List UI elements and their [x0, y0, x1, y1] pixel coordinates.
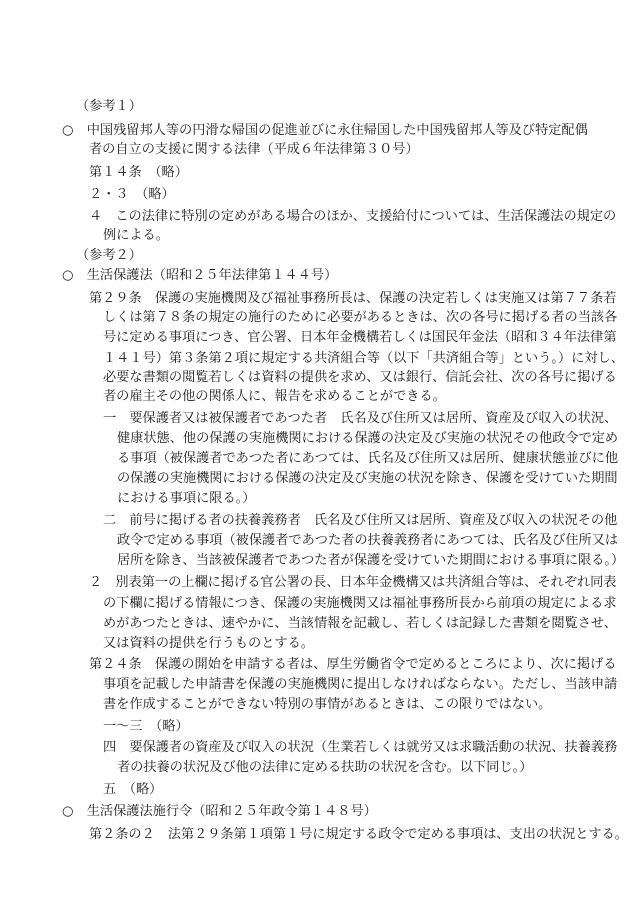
article-29-para-2-line-3: めがあつたときは、速やかに、当該情報を記載し、若しくは記録した書類を閲覧させ、: [103, 616, 617, 631]
reference-1-heading: （参考１）: [76, 99, 142, 114]
item-1-line-3: る事項（被保護者であつた者にあつては、氏名及び住所又は居所、健康状態並びに他: [117, 451, 619, 466]
article-24-line-1: 第２４条 保護の開始を申請する者は、厚生労働省令で定めるところにより、次に掲げる: [89, 657, 617, 672]
item-1-line-4: の保護の実施機関における保護の決定及び実施の状況を除き、保護を受けていた期間: [117, 471, 618, 486]
article-29-line-1: 第２９条 保護の実施機関及び福祉事務所長は、保護の決定若しくは実施又は第７７条若: [89, 291, 617, 306]
reference-2-heading: （参考２）: [76, 248, 142, 263]
law-title-line-1: ○ 中国残留邦人等の円滑な帰国の促進並びに永住帰国した中国残留邦人等及び特定配偶: [62, 123, 588, 138]
article-14: 第１４条 （略）: [89, 165, 188, 180]
article-29-line-3: 号に定める事項につき、官公署、日本年金機構若しくは国民年金法（昭和３４年法律第: [103, 330, 617, 345]
article-14-para-4-line-1: ４ この法律に特別の定めがある場合のほか、支援給付については、生活保護法の規定の: [89, 209, 617, 224]
article-29-para-2-line-1: ２ 別表第一の上欄に掲げる官公署の長、日本年金機構又は共済組合等は、それぞれ同表: [89, 575, 617, 590]
article-24-item-5: 五 （略）: [103, 782, 163, 797]
seikatsu-hogo-law-title: ○ 生活保護法（昭和２５年法律第１４４号）: [62, 268, 338, 283]
article-24-item-4-line-2: 者の扶養の状況及び他の法律に定める扶助の状況を含む。以下同じ。）: [117, 760, 533, 775]
law-title-line-2: 者の自立の支援に関する法律（平成６年法律第３０号）: [89, 142, 419, 157]
article-14-para-2-3: ２・３ （略）: [89, 187, 175, 202]
item-1-line-2: 健康状態、他の保護の実施機関における保護の決定及び実施の状況その他政令で定め: [117, 431, 619, 446]
article-29-line-4: １４１号）第３条第２項に規定する共済組合等（以下「共済組合等」という。）に対し、: [103, 351, 624, 366]
article-24-line-3: 書を作成することができない特別の事情があるときは、この限りではない。: [103, 697, 552, 712]
article-29-para-2-line-2: の下欄に掲げる情報につき、保護の実施機関又は福祉事務所長から前項の規定による求: [103, 596, 617, 611]
article-29-line-6: 者の雇主その他の関係人に、報告を求めることができる。: [103, 389, 446, 404]
article-29-line-5: 必要な書類の閲覧若しくは資料の提供を求め、又は銀行、信託会社、次の各号に掲げる: [103, 370, 617, 385]
enforcement-order-title: ○ 生活保護法施行令（昭和２５年政令第１４８号）: [62, 804, 377, 819]
article-14-para-4-line-2: 例による。: [103, 228, 169, 243]
article-29-para-2-line-4: 又は資料の提供を行うものとする。: [103, 636, 314, 651]
article-29-line-2: しくは第７８条の規定の施行のために必要があるときは、次の各号に掲げる者の当該各: [103, 310, 618, 325]
item-2-line-3: 居所を除き、当該被保護者であつた者が保護を受けていた期間における事項に限る。）: [117, 553, 625, 568]
article-24-item-4-line-1: 四 要保護者の資産及び収入の状況（生業若しくは就労又は求職活動の状況、扶養義務: [103, 740, 618, 755]
item-1-line-1: 一 要保護者又は被保護者であつた者 氏名及び住所又は居所、資産及び収入の状況、: [103, 411, 618, 426]
item-1-line-5: における事項に限る。）: [117, 491, 256, 506]
article-24-items-1-3: 一～三 （略）: [103, 719, 189, 734]
item-2-line-2: 政令で定める事項（被保護者であつた者の扶養義務者にあつては、氏名及び住所又は: [117, 533, 619, 548]
item-2-line-1: 二 前号に掲げる者の扶養義務者 氏名及び住所又は居所、資産及び収入の状況その他: [103, 513, 618, 528]
article-24-line-2: 事項を記載した申請書を保護の実施機関に提出しなければならない。ただし、当該申請: [103, 677, 618, 692]
article-2-2: 第２条の２ 法第２９条第１項第１号に規定する政令で定める事項は、支出の状況とする。: [89, 827, 628, 842]
